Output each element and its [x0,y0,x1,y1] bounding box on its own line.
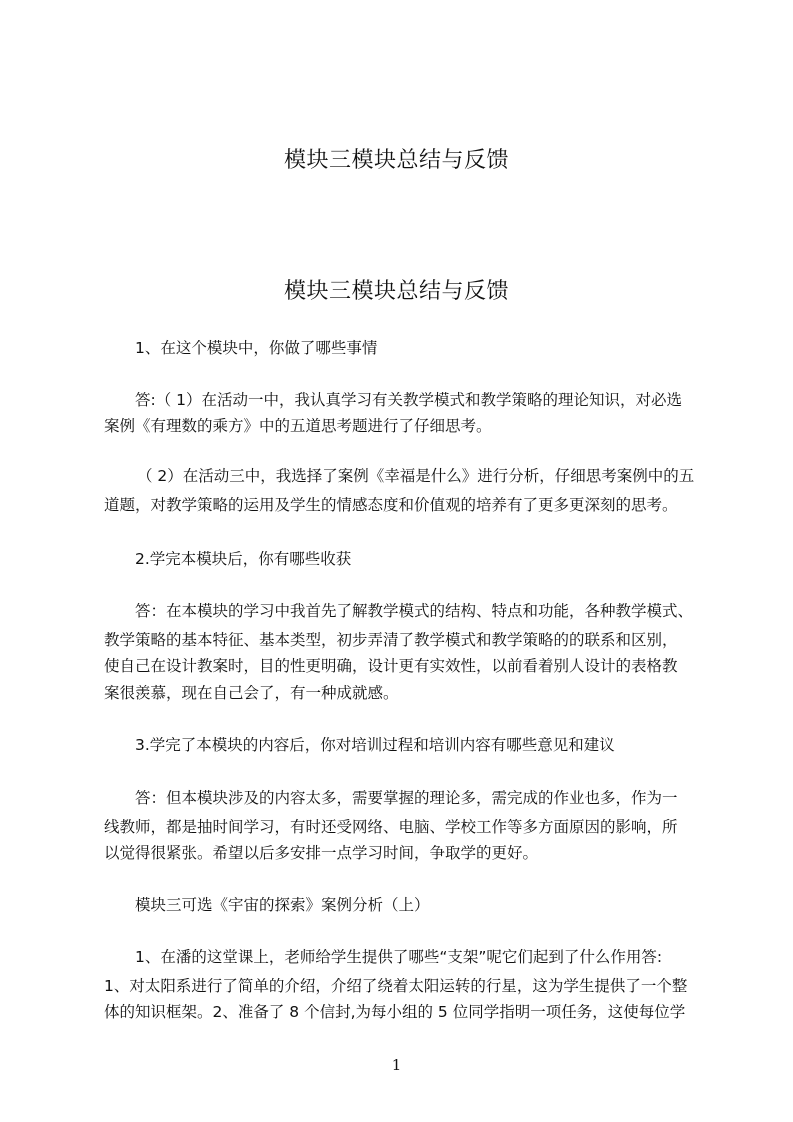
answer-2-line-1: 答：在本模块的学习中我首先了解教学模式的结构、特点和功能，各种教学模式、 [135,602,694,620]
page-number: 1 [391,1056,402,1074]
answer-1-line-2: 案例《有理数的乘方》中的五道思考题进行了仔细思考。 [104,417,492,435]
answer-2-line-3: 使自己在设计教案时，目的性更明确，设计更有实效性，以前看着别人设计的表格教 [104,657,678,675]
page-title: 模块三模块总结与反馈 [283,279,509,304]
question-1: 1、在这个模块中，你做了哪些事情 [135,339,378,357]
header-title: 模块三模块总结与反馈 [283,148,509,173]
paragraph-4-line-2: 1、对太阳系进行了简单的介绍，介绍了绕着太阳运转的行星，这为学生提供了一个整 [104,977,688,995]
answer-3-line-2: 线教师，都是抽时间学习，有时还受网络、电脑、学校工作等多方面原因的影响，所 [104,818,678,836]
answer-3-line-1: 答：但本模块涉及的内容太多，需要掌握的理论多，需完成的作业也多，作为一 [135,789,678,807]
answer-1b-line-2: 道题，对教学策略的运用及学生的情感态度和价值观的培养有了更多更深刻的思考。 [104,496,678,514]
answer-2-line-2: 教学策略的基本特征、基本类型，初步弄清了教学模式和教学策略的的联系和区别， [104,631,678,649]
question-3: 3.学完了本模块的内容后，你对培训过程和培训内容有哪些意见和建议 [135,736,615,754]
section-heading: 模块三可选《宇宙的探索》案例分析（上） [135,896,430,914]
answer-3-line-3: 以觉得很紧张。希望以后多安排一点学习时间，争取学的更好。 [104,844,539,862]
question-2: 2.学完本模块后，你有哪些收获 [135,550,352,568]
paragraph-4-line-1: 1、在潘的这堂课上，老师给学生提供了哪些“支架”呢它们起到了什么作用答: [135,948,663,966]
answer-1b-line-1: （ 2）在活动三中，我选择了案例《幸福是什么》进行分析，仔细思考案例中的五 [137,467,695,485]
answer-2-line-4: 案很羡慕，现在自己会了，有一种成就感。 [104,684,399,702]
answer-1-line-1: 答:（ 1）在活动一中，我认真学习有关教学模式和教学策略的理论知识，对必选 [135,391,683,409]
paragraph-4-line-3: 体的知识框架。2、准备了 8 个信封,为每小组的 5 位同学指明一项任务，这使每位学 [104,1003,686,1021]
